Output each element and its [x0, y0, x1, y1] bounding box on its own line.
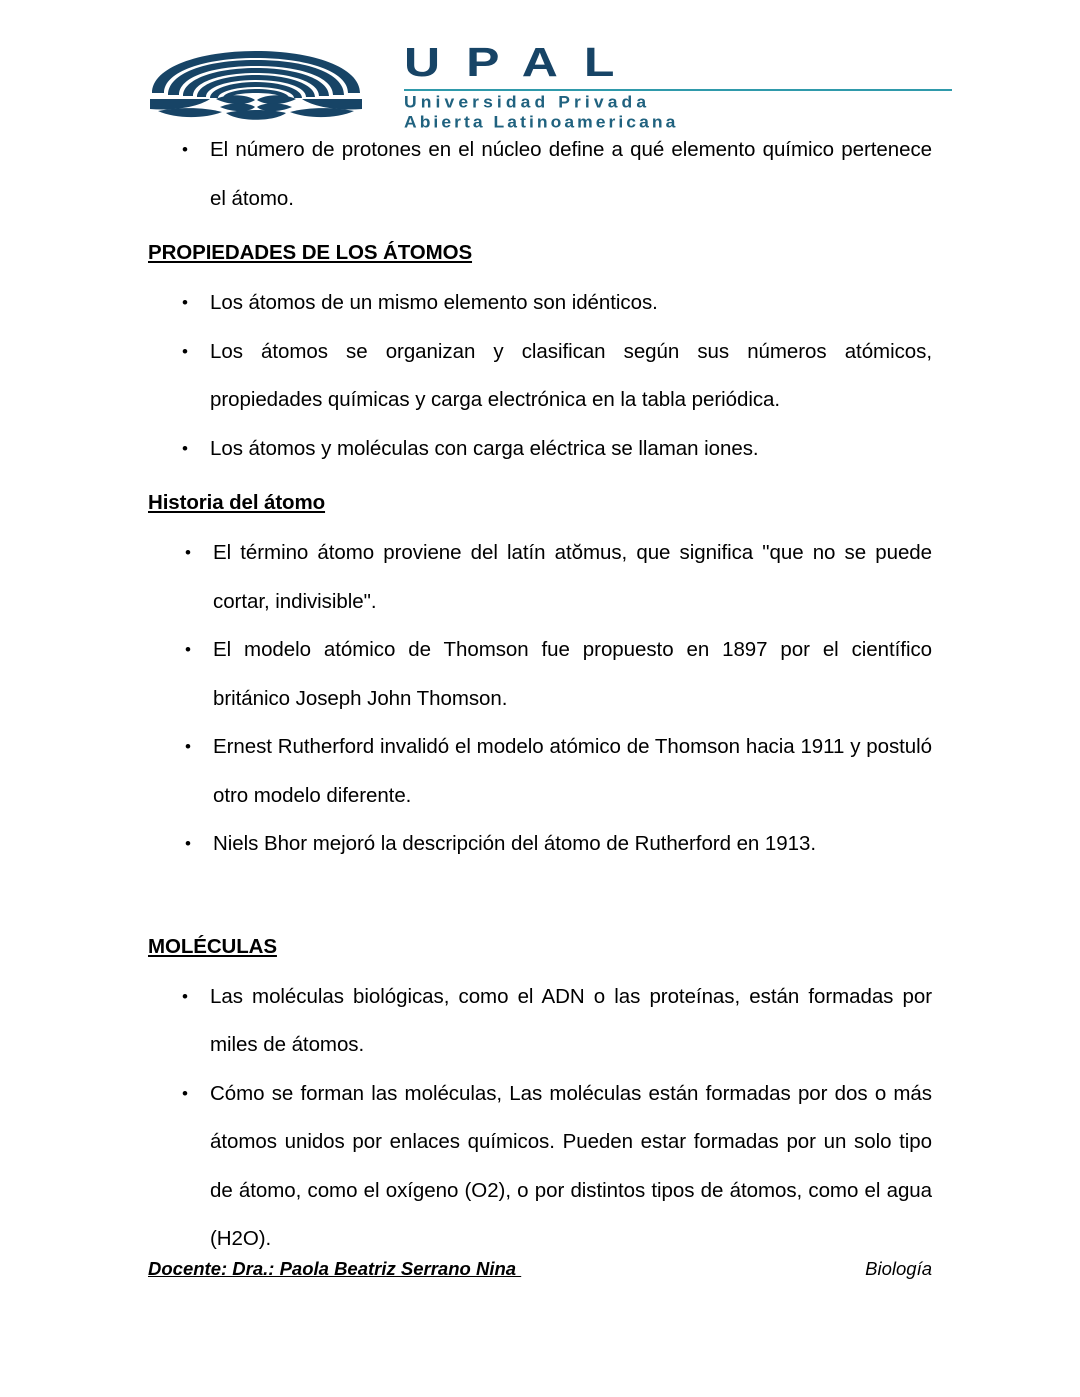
upal-logo [148, 39, 952, 131]
list-item: • El modelo atómico de Thomson fue propuesto en 1897 por el científico británico Joseph John Thomson. [0, 626, 1080, 723]
section-heading-propiedades: PROPIEDADES DE LOS ÁTOMOS [148, 241, 473, 264]
list-item: • Ernest Rutherford invalidó el modelo atómico de Thomson hacia 1911 y postuló otro modelo diferente. [0, 723, 1080, 820]
intro-bullet-list [0, 126, 1080, 223]
list-item: • El número de protones en el núcleo define a qué elemento químico pertenece el átomo. [0, 126, 1080, 223]
logo-subtitle-line-1: Universidad Privada [404, 92, 651, 112]
list-item: • Los átomos se organizan y clasifican según sus números atómicos, propiedades químicas y carga electrónica en la tabla periódica. [0, 328, 1080, 425]
document-content [0, 126, 1080, 1264]
list-item: • Niels Bhor mejoró la descripción del átomo de Rutherford en 1913. [0, 820, 1080, 869]
historia-bullet-list [0, 529, 1080, 869]
footer-subject: Biología [865, 1258, 932, 1279]
list-item: • El término átomo proviene del latín atŏmus, que significa "que no se puede cortar, indivisible". [0, 529, 1080, 626]
upal-wordmark [404, 39, 952, 131]
logo-subtitle-line-2: Abierta Latinoamericana [404, 111, 679, 131]
list-item: • Los átomos de un mismo elemento son idénticos. [0, 279, 1080, 328]
section-heading-historia: Historia del átomo [148, 491, 326, 514]
list-item: • Cómo se forman las moléculas, Las moléculas están formadas por dos o más átomos unidos por enlaces químicos. Pueden estar formadas por un solo tipo de átomo, como el oxígeno (O2), o por distintos tipos de átomos, como el agua (H2O). [0, 1070, 1080, 1264]
upal-arcs-emblem [148, 49, 364, 125]
list-item: • Los átomos y moléculas con carga eléctrica se llaman iones. [0, 425, 1080, 474]
propiedades-bullet-list [0, 279, 1080, 473]
moleculas-bullet-list [0, 973, 1080, 1264]
page-header [0, 0, 1080, 130]
footer-docente: Docente: Dra.: Paola Beatriz Serrano Nina [148, 1258, 522, 1279]
upal-wordmark-text: UPAL [404, 39, 641, 85]
section-heading-row [0, 473, 1080, 529]
logo-divider-rule [404, 89, 952, 91]
page-footer [148, 1258, 932, 1280]
section-heading-row [0, 223, 1080, 279]
list-item: • Las moléculas biológicas, como el ADN o las proteínas, están formadas por miles de átomos. [0, 973, 1080, 1070]
section-spacer [0, 869, 1080, 917]
section-heading-moleculas: MOLÉCULAS [148, 934, 277, 958]
section-heading-row [0, 917, 1080, 973]
